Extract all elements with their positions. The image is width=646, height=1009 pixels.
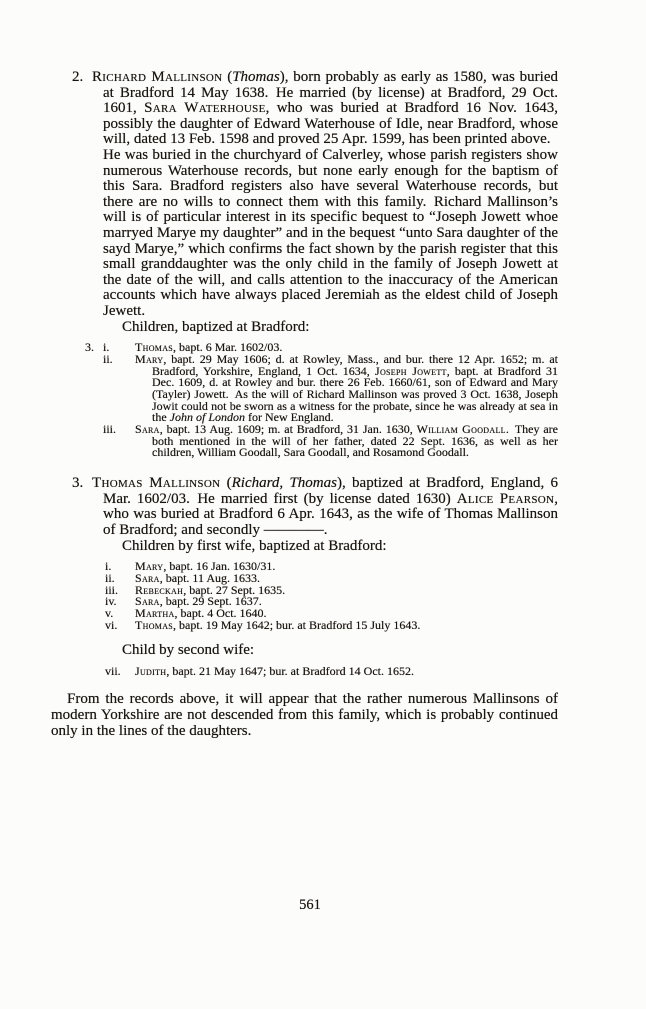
child-name: Thomas [135, 617, 174, 632]
lineage-names: Thomas [232, 69, 280, 85]
child-item-judith [105, 663, 558, 678]
child-text: for New England. [245, 410, 334, 425]
child-text: , bapt. 4 Oct. 1640. [174, 605, 267, 620]
child-name: Thomas [135, 340, 174, 355]
child-roman-numeral: vii. [105, 663, 121, 678]
child-name: Rebeckah [135, 582, 184, 597]
person-name-richard-mallinson: Richard Mallinson [92, 69, 223, 85]
closing-paragraph: From the records above, it will appear that the rather numerous Mallinsons of modern Yorkshire are not descended from this family, which is probably continued only in the lines of the daughters. [51, 690, 558, 739]
entry-2-body-2: , who was buried at Bradford 16 Nov. 1643, possibly the daughter of Edward Waterhouse of Idle, near Bradford, whose will, dated 13 Feb. 1598 and proved 25 Apr. 1599, has been printed above. He was buried in the churchyard of Calverley, whose parish registers show numerous Waterhouse records, but none early enough for the baptism of this Sara. Bradford registers also have several Waterhouse records, but there are no wills to connect them with this family. Richard Mallinson’s will is of particular interest in its specific bequest to “Joseph Jowett whoe marryed Marye my daughter” and in the bequest “unto Sara daughter of the sayd Marye,” which confirms the fact shown by the parish register that this small granddaughter was the only child in the family of Joseph Jowett at the date of the will, and calls attention to the inaccuracy of the American accounts which have always placed Jeremiah as the eldest child of Joseph Jewett. [103, 100, 559, 319]
child-item [105, 617, 558, 632]
spouse-name: William Goodall [416, 422, 506, 437]
children-heading-entry-2: Children, baptized at Bradford: [122, 318, 310, 335]
entry-2-body-1: ), born probably as early as 1580, was buried at Bradford 14 May 1638. He married (by license) at Bradford, 29 Oct. 1601, [103, 69, 558, 117]
child-text: , bapt. at Bradford 31 Dec. 1609, d. at Rowley and bur. there 26 Feb. 1660/61, son of Edward and Mary (Tayler) Jowett. As the will of Richard Mallinson was proved 3 Oct. 1638, Joseph Jowit could not be sworn as a witness for the probate, since he was already at sea in the [152, 363, 558, 425]
entry-2-number: 2. [72, 69, 84, 85]
child-roman-numeral: iv. [105, 594, 117, 609]
person-name-alice-pearson: Alice Pearson [456, 490, 555, 507]
child-roman-numeral: vi. [105, 617, 118, 632]
child-name: Sara [135, 422, 160, 437]
child-item-sara [103, 422, 558, 460]
person-name-thomas-mallinson: Thomas Mallinson [92, 475, 221, 492]
entry-3-body-1: ), baptized at Bradford, England, 6 Mar. 1602/03. He married first (by license dated 1630) [103, 475, 559, 507]
child-text: . They are both mentioned in the will of her father, dated 22 Sept. 1636, as well as her children, William Goodall, Sara Goodall, and Rosamond Goodall. [152, 422, 558, 460]
child-text: , bapt. 19 May 1642; bur. at Bradford 15 July 1643. [173, 617, 421, 632]
spouse-name: Joseph Jowett [374, 363, 447, 378]
child-text: , bapt. 16 Jan. 1630/31. [163, 559, 276, 574]
second-wife-child-list [0, 663, 646, 678]
child-roman-numeral: i. [105, 559, 112, 574]
person-name-sara-waterhouse: Sara Waterhouse [144, 100, 266, 117]
paren-open: ( [220, 475, 232, 492]
child-item-mary [103, 351, 558, 425]
child-name: Martha [135, 605, 175, 620]
child-roman-numeral: i. [103, 340, 110, 355]
entry-2-paragraph [72, 69, 559, 320]
children-list-entry-2 [0, 342, 646, 459]
child-text: , bapt. 21 May 1647; bur. at Bradford 14 Oct. 1652. [166, 663, 414, 678]
children-list-entry-3 [0, 561, 646, 631]
entry-3-body-2: , who was buried at Bradford 6 Apr. 1643, as the wife of Thomas Mallinson of Bradford; and secondly ————. [103, 490, 558, 538]
child-text: , bapt. 29 May 1606; d. at Rowley, Mass., and bur. there 12 Apr. 1652; m. at Bradford, Yorkshire, England, 1 Oct. 1634, [152, 351, 558, 378]
paren-open: ( [222, 69, 233, 85]
entry-3-number: 3. [72, 475, 84, 492]
child-name: Mary [135, 559, 164, 574]
child-roman-numeral: iii. [105, 582, 119, 597]
child-text: , bapt. 6 Mar. 1602/03. [173, 340, 283, 355]
entry-3-block [0, 476, 646, 677]
page-number: 561 [299, 897, 321, 913]
child-name: Sara [135, 570, 160, 585]
child-roman-numeral: iii. [103, 422, 117, 437]
ship-name: John of London [169, 410, 246, 425]
child-name: Sara [135, 594, 160, 609]
child-text: , bapt. 11 Aug. 1633. [159, 570, 260, 585]
children-heading-entry-3: Children by first wife, baptized at Bradford: [122, 537, 387, 554]
child-text: , bapt. 29 Sept. 1637. [159, 594, 262, 609]
child-genealogy-number: 3. [85, 340, 94, 355]
child-name: Judith [135, 663, 167, 678]
lineage-names: Richard, Thomas [231, 475, 337, 492]
child-roman-numeral: ii. [103, 351, 113, 366]
child-name: Mary [135, 351, 164, 366]
second-wife-heading: Child by second wife: [122, 642, 255, 659]
child-roman-numeral: v. [105, 605, 114, 620]
entry-3-paragraph [72, 475, 559, 538]
child-text: , bapt. 13 Aug. 1609; m. at Bradford, 31 Jan. 1630, [159, 422, 417, 437]
child-roman-numeral: ii. [105, 570, 115, 585]
child-text: , bapt. 27 Sept. 1635. [183, 582, 286, 597]
